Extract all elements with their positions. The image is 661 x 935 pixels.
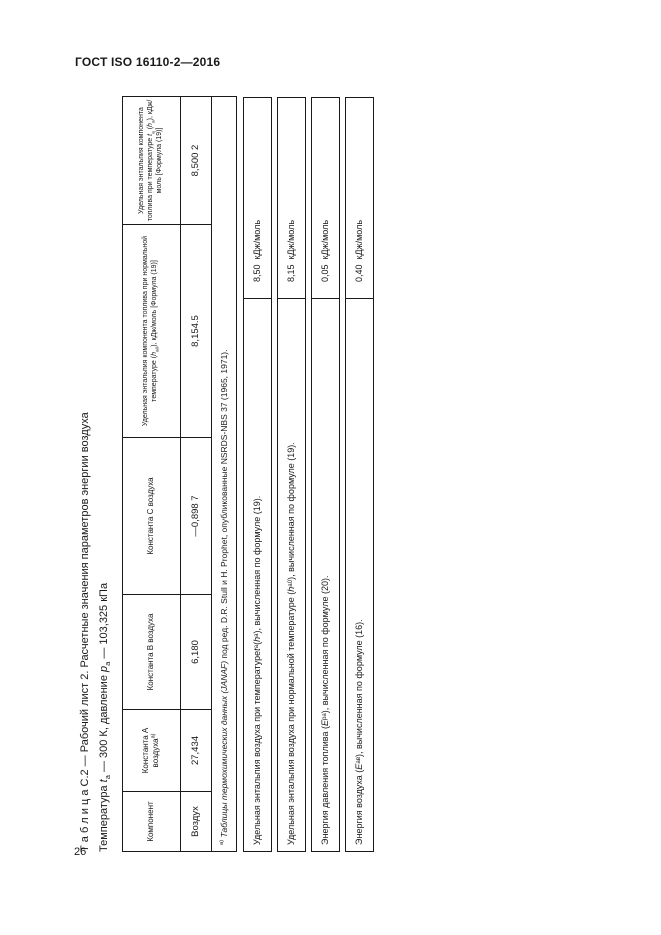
summary-row-pressure-energy [311, 97, 340, 852]
summary-label: Удельная энтальпия воздуха при нормальной температуре ( h а0 ), вычисленная по формуле (19). [278, 298, 305, 851]
table-data-row [180, 97, 211, 852]
summary-label: Энергия давления топлива ( E ра ), вычисленная по формуле (20). [312, 298, 339, 851]
worksheet-table [122, 96, 237, 852]
summary-label: Удельная энтальпия воздуха при температуре t а ( h а ), вычисленная по формуле (19). [244, 298, 271, 851]
document-standard-title: ГОСТ ISO 16110-2—2016 [75, 55, 221, 69]
table-footnote: $^{а)}$ Таблицы термохимических данных (JANAF) под ред. D.R. Stull и H. Prophet, опубликованные NSRDS-NBS 37 (1965, 1971). [211, 97, 236, 852]
cell-constant-b: 6,180 [180, 595, 211, 710]
col-header-constant-c: Константа C воздуха [122, 438, 180, 595]
page-number: 26 [74, 846, 87, 858]
cell-constant-c: —0,898 7 [180, 438, 211, 595]
cell-enthalpy-normal: 8,154.5 [180, 225, 211, 438]
summary-value: 0,05 кДж/моль [320, 219, 331, 282]
table-conditions: Температура $t_а$ — 300 К, давление $p_а$ — 103,325 кПа [97, 582, 113, 852]
summary-row-air-energy [345, 97, 374, 852]
cell-enthalpy-ta: 8,500 2 [180, 97, 211, 225]
col-header-component: Компонент [122, 792, 180, 852]
cell-constant-a: 27,434 [180, 710, 211, 792]
summary-label: Энергия воздуха ( E ав ), вычисленная по формуле (16). [346, 298, 373, 851]
col-header-constant-b: Константа B воздуха [122, 595, 180, 710]
summary-value: 0,40 кДж/моль [354, 219, 365, 282]
col-header-enthalpy-normal: Удельная энтальпия компонента топлива при нормальной температуре $(h_{а0})$, кДж/моль [Формула (19)] [122, 225, 180, 438]
rotated-table-block [78, 92, 373, 852]
summary-rows [243, 92, 374, 852]
table-header-row [122, 97, 180, 852]
summary-value: 8,50 кДж/моль [252, 219, 263, 282]
col-header-constant-a: Константа A воздуха$^{а)}$ [122, 710, 180, 792]
table-caption: Т а б л и ц а С.2 — Рабочий лист 2. Расчетные значения параметров энергии воздуха [79, 412, 91, 852]
summary-value: 8,15 кДж/моль [286, 219, 297, 282]
cell-component: Воздух [180, 792, 211, 852]
summary-row-enthalpy-normal [277, 97, 306, 852]
col-header-enthalpy-ta: Удельная энтальпия компонента топлива при температуре $t_а$ $(h_а)$, кДж/моль [Формула (19)] [122, 97, 180, 225]
table-footnote-row [211, 97, 236, 852]
summary-row-enthalpy-ta [243, 97, 272, 852]
